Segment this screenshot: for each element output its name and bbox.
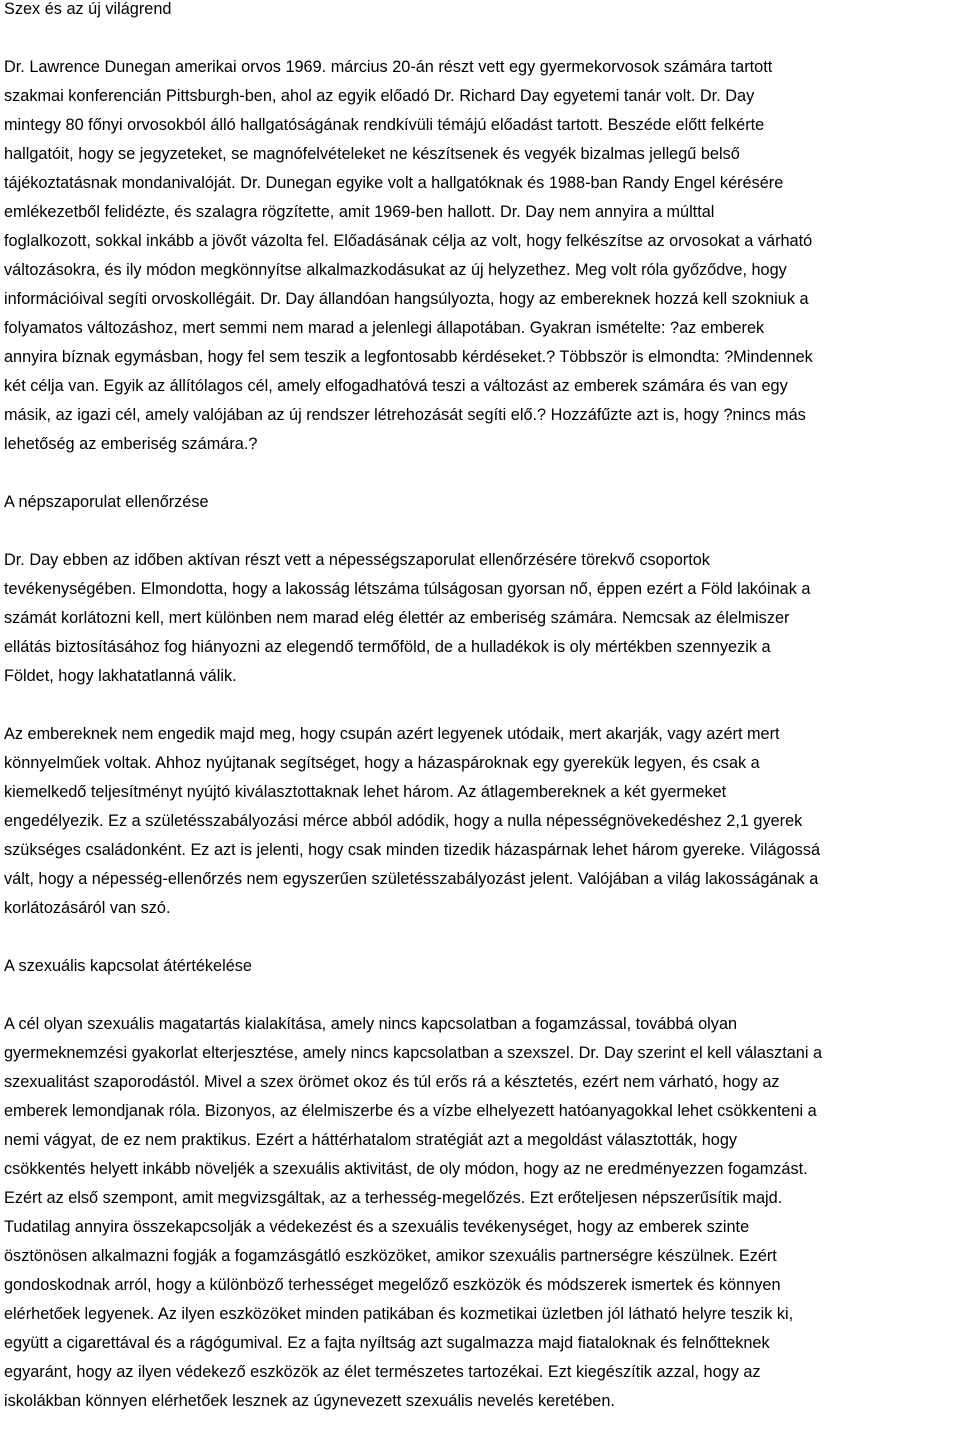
text-line: gondoskodnak arról, hogy a különböző terhességet megelőző eszközök és módszerek ismertek és könnyen (4, 1276, 781, 1294)
document-title: Szex és az új világrend (4, 0, 172, 18)
text-line: szakmai konferencián Pittsburgh-ben, ahol az egyik előadó Dr. Richard Day egyetemi tanár volt. Dr. Day (4, 87, 755, 105)
text-line: Dr. Day ebben az időben aktívan részt vett a népességszaporulat ellenőrzésére törekvő csoportok (4, 551, 710, 569)
document-page (4, 0, 958, 1416)
text-line: emberek lemondjanak róla. Bizonyos, az élelmiszerbe és a vízbe elhelyezett hatóanyagokkal lehet csökkenteni a (4, 1102, 817, 1120)
text-line: változásokra, és ily módon megkönnyítse alkalmazkodásukat az új helyzethez. Meg volt róla győződve, hogy (4, 261, 787, 279)
text-line: nemi vágyat, de ez nem praktikus. Ezért a háttérhatalom stratégiát azt a megoldást választották, hogy (4, 1131, 738, 1149)
text-line: hallgatóit, hogy se jegyzeteket, se magnófelvételeket ne készítsenek és vegyék bizalmas jellegű belső (4, 145, 740, 163)
text-line: csökkentés helyett inkább növeljék a szexuális aktivitást, de oly módon, hogy az ne eredményezzen fogamzást. (4, 1160, 808, 1178)
text-line: gyermeknemzési gyakorlat elterjesztése, amely nincs kapcsolatban a szexszel. Dr. Day szerint el kell választani a (4, 1044, 823, 1062)
section1-paragraph-2 (4, 720, 958, 923)
text-line: lehetőség az emberiség számára.? (4, 435, 258, 453)
text-line: elérhetőek legyenek. Az ilyen eszközöket minden patikában és kozmetikai üzletben jól látható helyre teszik ki, (4, 1305, 794, 1323)
text-line: mintegy 80 főnyi orvosokból álló hallgatóságának rendkívüli témájú előadást tartott. Beszéde előtt felkérte (4, 116, 765, 134)
text-line: ösztönösen alkalmazni fogják a fogamzásgátló eszközöket, amikor szexuális partnerségre készülnek. Ezért (4, 1247, 777, 1265)
text-line: szexualitást szaporodástól. Mivel a szex örömet okoz és túl erős rá a késztetés, ezért nem várható, hogy az (4, 1073, 780, 1091)
text-line: két célja van. Egyik az állítólagos cél, amely elfogadhatóvá teszi a változást az emberek számára és van egy (4, 377, 788, 395)
text-line: egyaránt, hogy az ilyen védekező eszközök az élet természetes tartozékai. Ezt kiegészítik azzal, hogy az (4, 1363, 761, 1381)
text-line: számát korlátozni kell, mert különben nem marad elég élettér az emberiség számára. Nemcsak az élelmiszer (4, 609, 790, 627)
text-line: Dr. Lawrence Dunegan amerikai orvos 1969. március 20-án részt vett egy gyermekorvosok számára tartott (4, 58, 773, 76)
text-line: kiemelkedő teljesítményt nyújtó kiválasztottaknak lehet három. Az átlagembereknek a két gyermeket (4, 783, 727, 801)
text-line: tevékenységében. Elmondotta, hogy a lakosság létszáma túlságosan gyorsan nő, éppen ezért a Föld lakóinak a (4, 580, 811, 598)
text-line: foglalkozott, sokkal inkább a jövőt vázolta fel. Előadásának célja az volt, hogy felkészítse az orvosokat a várható (4, 232, 813, 250)
text-line: vált, hogy a népesség-ellenőrzés nem egyszerűen születésszabályozást jelent. Valójában a világ lakosságának a (4, 870, 819, 888)
section2-paragraph-1 (4, 1010, 958, 1416)
text-line: Tudatilag annyira összekapcsolják a védekezést és a szexuális tevékenységet, hogy az emberek szinte (4, 1218, 750, 1236)
section-heading-population-control: A népszaporulat ellenőrzése (4, 493, 209, 511)
text-line: másik, az igazi cél, amely valójában az új rendszer létrehozását segíti elő.? Hozzáfűzte azt is, hogy ?nincs más (4, 406, 806, 424)
text-line: A cél olyan szexuális magatartás kialakítása, amely nincs kapcsolatban a fogamzással, továbbá olyan (4, 1015, 738, 1033)
text-line: folyamatos változáshoz, mert semmi nem marad a jelenlegi állapotában. Gyakran ismételte: ?az emberek (4, 319, 765, 337)
text-line: emlékezetből felidézte, és szalagra rögzítette, amit 1969-ben hallott. Dr. Day nem annyira a múlttal (4, 203, 715, 221)
text-line: információival segíti orvoskollégáit. Dr. Day állandóan hangsúlyozta, hogy az embereknek hozzá kell szokniuk a (4, 290, 809, 308)
text-line: annyira bíznak egymásban, hogy fel sem teszik a legfontosabb kérdéseket.? Többször is elmondta: ?Mindennek (4, 348, 813, 366)
text-line: Az embereknek nem engedik majd meg, hogy csupán azért legyenek utódaik, mert akarják, vagy azért mert (4, 725, 780, 743)
text-line: tájékoztatásnak mondanivalóját. Dr. Dunegan egyike volt a hallgatóknak és 1988-ban Randy Engel kérésére (4, 174, 784, 192)
text-line: ellátás biztosításához fog hiányozni az elegendő termőföld, de a hulladékok is oly mértékben szennyezik a (4, 638, 771, 656)
text-line: engedélyezik. Ez a születésszabályozási mérce abból adódik, hogy a nulla népességnövekedéshez 2,1 gyerek (4, 812, 803, 830)
text-line: korlátozásáról van szó. (4, 899, 171, 917)
text-line: Földet, hogy lakhatatlanná válik. (4, 667, 237, 685)
text-line: Ezért az első szempont, amit megvizsgáltak, az a terhesség-megelőzés. Ezt erőteljesen népszerűsítik majd. (4, 1189, 783, 1207)
text-line: könnyelműek voltak. Ahhoz nyújtanak segítséget, hogy a házaspároknak egy gyerekük legyen, és csak a (4, 754, 760, 772)
text-line: szükséges családonként. Ez azt is jelenti, hogy csak minden tizedik házaspárnak lehet három gyereke. Világossá (4, 841, 821, 859)
text-line: iskolákban könnyen elérhetőek lesznek az úgynevezett szexuális nevelés keretében. (4, 1392, 615, 1410)
text-line: együtt a cigarettával és a rágógumival. Ez a fajta nyíltság azt sugalmazza majd fiataloknak és felnőtteknek (4, 1334, 770, 1352)
section-heading-sexual-relationship: A szexuális kapcsolat átértékelése (4, 957, 252, 975)
intro-paragraph (4, 53, 958, 459)
section1-paragraph-1 (4, 546, 958, 691)
